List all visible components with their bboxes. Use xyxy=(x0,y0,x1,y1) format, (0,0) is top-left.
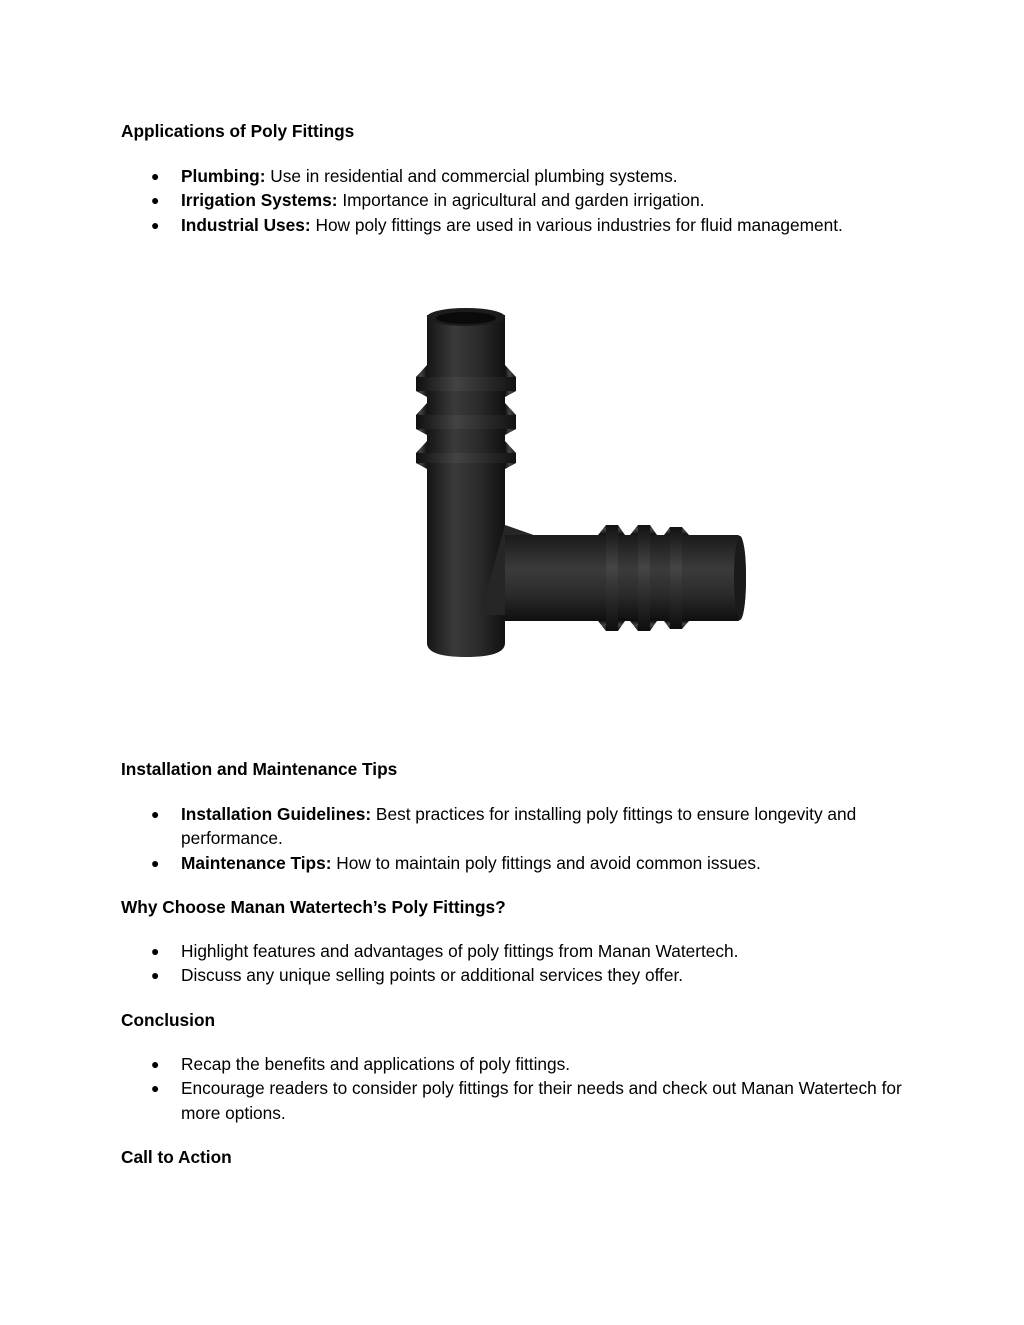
list-item xyxy=(0,164,921,188)
item-term: Plumbing: xyxy=(181,166,266,186)
bullet-icon: ● xyxy=(151,806,160,822)
item-text: Use in residential and commercial plumbing systems. xyxy=(265,166,678,186)
list-item xyxy=(0,1076,921,1125)
bullet-icon: ● xyxy=(151,1056,160,1072)
bullet-icon: ● xyxy=(151,943,160,959)
item-text: How poly fittings are used in various industries for fluid management. xyxy=(310,214,843,235)
bullet-icon: ● xyxy=(151,967,160,984)
poly-elbow-fitting-image xyxy=(380,285,780,685)
item-term: Industrial Uses: xyxy=(181,214,311,235)
bullet-icon: ● xyxy=(151,854,160,871)
item-text: Encourage readers to consider poly fittings for their needs and check out Manan Watertech for more options. xyxy=(181,1078,902,1123)
bullet-icon: ● xyxy=(151,168,160,184)
why-choose-list xyxy=(0,939,1024,988)
item-text: Highlight features and advantages of poly fittings from Manan Watertech. xyxy=(181,941,739,961)
list-item xyxy=(0,939,921,963)
bullet-icon: ● xyxy=(151,192,160,209)
item-text: Discuss any unique selling points or additional services they offer. xyxy=(181,965,684,986)
item-term: Maintenance Tips: xyxy=(181,852,332,873)
bullet-icon: ● xyxy=(151,1080,160,1097)
heading-installation: Installation and Maintenance Tips xyxy=(121,759,398,779)
item-term: Irrigation Systems: xyxy=(181,190,338,211)
conclusion-list xyxy=(0,1052,1024,1125)
item-text: Recap the benefits and applications of poly fittings. xyxy=(181,1054,571,1074)
heading-call-to-action: Call to Action xyxy=(121,1147,232,1167)
heading-conclusion: Conclusion xyxy=(121,1010,216,1030)
list-item xyxy=(0,213,921,237)
list-item xyxy=(0,851,921,875)
installation-list xyxy=(0,802,1024,875)
list-item xyxy=(0,963,921,987)
item-text: Importance in agricultural and garden irrigation. xyxy=(337,190,705,211)
applications-list xyxy=(0,164,1024,237)
item-term: Installation Guidelines: xyxy=(181,804,372,824)
bullet-icon: ● xyxy=(151,216,160,233)
heading-why-choose: Why Choose Manan Watertech’s Poly Fittings? xyxy=(121,897,506,917)
list-item xyxy=(0,802,921,851)
heading-applications: Applications of Poly Fittings xyxy=(121,121,355,141)
list-item xyxy=(0,188,921,212)
item-text: How to maintain poly fittings and avoid common issues. xyxy=(331,852,761,873)
item-text: Best practices for installing poly fittings to ensure longevity and performance. xyxy=(181,804,857,849)
list-item xyxy=(0,1052,921,1076)
